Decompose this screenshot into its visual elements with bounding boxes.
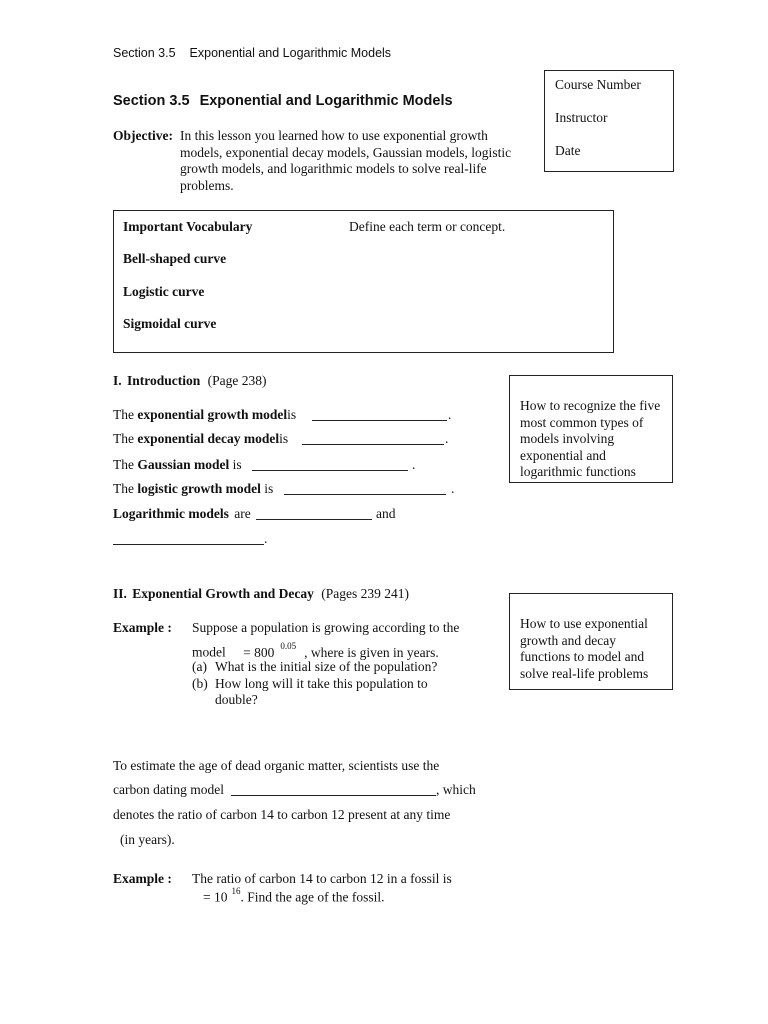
instructor-label: Instructor — [555, 110, 608, 125]
intro-numeral: I. — [113, 373, 122, 388]
carbon-line-2-pre: carbon dating model — [113, 782, 224, 797]
vocab-term-bell-shaped-curve: Bell-shaped curve — [123, 251, 227, 266]
model-word: model — [192, 644, 226, 660]
vocab-term-sigmoidal-curve: Sigmoidal curve — [123, 316, 217, 331]
date-label: Date — [555, 143, 581, 158]
intro-line-pre: The — [113, 431, 138, 446]
intro-line-logistic-growth — [113, 481, 273, 497]
vocabulary-box — [113, 210, 614, 353]
running-header — [113, 46, 391, 60]
intro-line-term: Gaussian model — [137, 457, 230, 472]
intro-side-note: How to recognize the five most common types of models involving exponential and logarithmic functions — [520, 398, 661, 479]
example-2-label: Example : — [113, 871, 172, 886]
example-2-line-1: The ratio of carbon 14 to carbon 12 in a fossil is — [192, 871, 452, 886]
intro-line-post: is — [229, 457, 242, 472]
answer-blank-logarithmic-2[interactable] — [113, 532, 264, 545]
intro-line-pre: The — [113, 407, 138, 422]
intro-line-term: logistic growth model — [137, 481, 261, 496]
carbon-line-3: denotes the ratio of carbon 14 to carbon 12 present at any time — [113, 807, 451, 822]
period: . — [412, 457, 416, 472]
example-1-model-line — [192, 643, 439, 661]
part-a-text: What is the initial size of the population? — [215, 659, 438, 674]
part-b-text-1: How long will it take this population to — [215, 676, 428, 691]
period: . — [445, 431, 449, 446]
model-exponent: 0.05 — [280, 641, 297, 651]
intro-line-logarithmic — [113, 506, 251, 522]
answer-blank-carbon-model[interactable] — [231, 783, 436, 796]
example-1-line-1: Suppose a population is growing according to the — [192, 620, 460, 635]
example-2-tail: . Find the age of the fossil. — [240, 889, 385, 905]
intro-pages: (Page 238) — [207, 373, 267, 388]
carbon-line-1: To estimate the age of dead organic matter, scientists use the — [113, 758, 440, 773]
logarithmic-models-and: and — [376, 506, 396, 521]
example-1-label: Example : — [113, 620, 172, 635]
intro-line-pre: The — [113, 457, 138, 472]
course-number-label: Course Number — [555, 77, 641, 92]
intro-line-term: exponential growth model — [137, 407, 288, 422]
vocabulary-instruction: Define each term or concept. — [349, 219, 506, 234]
intro-line-pre: The — [113, 481, 138, 496]
logarithmic-models-term: Logarithmic models — [113, 506, 229, 521]
intro-side-note-box — [509, 375, 673, 483]
answer-blank-logarithmic-1[interactable] — [256, 507, 372, 520]
objective-text: In this lesson you learned how to use exponential growth models, exponential decay models, Gaussian models, logistic growth models, and logarithmic models to solve real-life problems. — [180, 128, 512, 193]
intro-line-post: is — [260, 481, 274, 496]
vocabulary-heading: Important Vocabulary — [123, 219, 253, 234]
carbon-line-4: (in years). — [120, 832, 175, 847]
section-title — [113, 93, 453, 109]
intro-line-exponential-growth — [113, 407, 296, 423]
part-b-label: (b) — [192, 676, 208, 691]
growth-heading — [113, 586, 409, 602]
period: . — [448, 407, 452, 422]
example-2-equation: = 10 — [203, 889, 228, 905]
growth-side-note-box — [509, 593, 673, 690]
running-header-section-number: Section 3.5 — [113, 46, 176, 60]
course-info-box — [544, 70, 674, 172]
running-header-section-name: Exponential and Logarithmic Models — [189, 46, 392, 60]
growth-title: Exponential Growth and Decay — [132, 586, 314, 601]
section-title-name: Exponential and Logarithmic Models — [199, 93, 453, 109]
logarithmic-models-are: are — [234, 506, 251, 521]
carbon-line-2-post: , which — [436, 782, 476, 797]
part-a-label: (a) — [192, 659, 207, 674]
intro-line-exponential-decay — [113, 431, 288, 447]
growth-pages: (Pages 239 241) — [321, 586, 410, 601]
example-2-equation-line — [203, 888, 384, 906]
answer-blank-exponential-growth[interactable] — [312, 408, 447, 421]
answer-blank-gaussian[interactable] — [252, 458, 408, 471]
intro-title: Introduction — [127, 373, 201, 388]
intro-heading — [113, 373, 267, 389]
model-equation: = 800 — [243, 644, 275, 660]
objective-label: Objective: — [113, 128, 173, 143]
period: . — [451, 481, 455, 496]
section-title-number: Section 3.5 — [113, 93, 190, 109]
example-2-exponent: 16 — [231, 886, 241, 896]
growth-side-note: How to use exponential growth and decay functions to model and solve real-life problems — [520, 616, 649, 681]
model-tail: , where is given in years. — [304, 644, 439, 660]
intro-line-gaussian — [113, 457, 242, 473]
answer-blank-exponential-decay[interactable] — [302, 432, 444, 445]
vocab-term-logistic-curve: Logistic curve — [123, 284, 205, 299]
part-b-text-2: double? — [215, 692, 258, 707]
intro-line-post: is — [287, 407, 297, 422]
answer-blank-logistic-growth[interactable] — [284, 482, 446, 495]
intro-line-term: exponential decay model — [137, 431, 280, 446]
period: . — [264, 531, 268, 546]
growth-numeral: II. — [113, 586, 127, 601]
intro-line-post: is — [279, 431, 289, 446]
